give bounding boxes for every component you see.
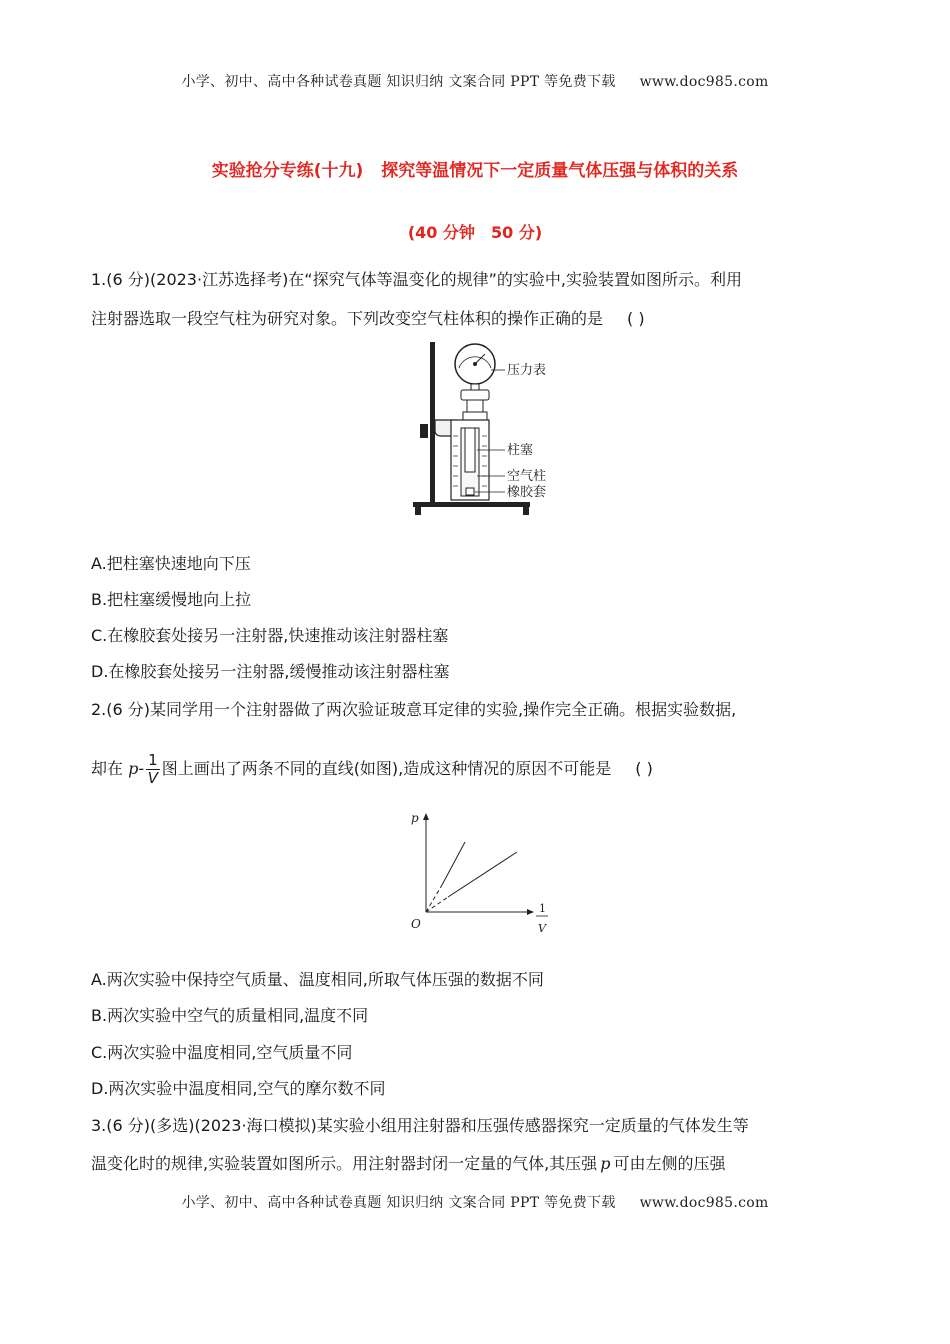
total-score: 50 分)	[491, 223, 543, 242]
q3-stem-line2	[91, 1154, 725, 1174]
q1-option-d: D.在橡胶套处接另一注射器,缓慢推动该注射器柱塞	[91, 662, 450, 681]
q1-stem-text: 注射器选取一段空气柱为研究对象。下列改变空气柱体积的操作正确的是	[91, 309, 604, 328]
page-footer	[0, 1192, 950, 1212]
q3-stem-line1: 3.(6 分)(多选)(2023·海口模拟)某实验小组用注射器和压强传感器探究一定质量的气体发生等	[91, 1116, 749, 1135]
x-axis-label-num: 1	[539, 902, 546, 915]
line-steep	[442, 842, 465, 885]
time-limit: (40 分钟	[407, 223, 475, 242]
page-header	[0, 71, 950, 91]
q1-answer-blank: ( )	[627, 309, 645, 328]
label-gauge: 压力表	[507, 363, 547, 378]
fraction-numerator: 1	[148, 751, 158, 769]
q2-option-b: B.两次实验中空气的质量相同,温度不同	[91, 1006, 369, 1025]
clamp-knob	[420, 424, 428, 438]
label-plunger: 柱塞	[507, 443, 534, 458]
q1-option-b: B.把柱塞缓慢地向上拉	[91, 590, 252, 609]
header-text: 小学、初中、高中各种试卷真题 知识归纳 文案合同 PPT 等免费下载	[181, 74, 616, 90]
p-symbol: p	[128, 759, 139, 778]
q2-answer-blank: ( )	[635, 759, 653, 778]
worksheet-title	[0, 156, 950, 181]
dash: -	[138, 759, 145, 778]
fraction-denominator: V	[147, 769, 159, 787]
stand-base	[413, 502, 530, 507]
title-part2: 探究等温情况下一定质量气体压强与体积的关系	[381, 161, 739, 181]
header-site: www.doc985.com	[639, 74, 769, 90]
q1-stem-line2	[91, 309, 645, 329]
q3-stem-post: 可由左侧的压强	[613, 1154, 726, 1173]
label-rubber-cap: 橡胶套	[507, 485, 547, 500]
y-axis-label: p	[411, 811, 419, 825]
worksheet-subtitle	[0, 220, 950, 243]
origin-label: O	[411, 917, 421, 931]
stand-rod	[430, 342, 435, 507]
footer-text: 小学、初中、高中各种试卷真题 知识归纳 文案合同 PPT 等免费下载	[181, 1195, 616, 1211]
label-air-column: 空气柱	[507, 469, 547, 484]
q3-p-symbol: p	[600, 1154, 611, 1173]
q1-option-c: C.在橡胶套处接另一注射器,快速推动该注射器柱塞	[91, 626, 449, 645]
line-shallow	[448, 852, 517, 897]
q2-option-a: A.两次实验中保持空气质量、温度相同,所取气体压强的数据不同	[91, 970, 544, 989]
q1-apparatus-figure	[405, 340, 565, 520]
q2-stem-line1: 2.(6 分)某同学用一个注射器做了两次验证玻意耳定律的实验,操作完全正确。根据实验数据,	[91, 700, 737, 719]
q1-stem-line1: 1.(6 分)(2023·江苏选择考)在“探究气体等温变化的规律”的实验中,实验装置如图所示。利用	[91, 270, 742, 289]
one-over-v-fraction	[146, 752, 160, 787]
q2-stem-post: 图上画出了两条不同的直线(如图),造成这种情况的原因不可能是	[161, 759, 612, 778]
rubber-cap	[466, 488, 474, 495]
q1-option-a: A.把柱塞快速地向下压	[91, 554, 251, 573]
footer-site: www.doc985.com	[639, 1195, 769, 1211]
x-axis-label-den: V	[538, 922, 546, 935]
title-part1: 实验抢分专练(十九)	[211, 161, 364, 181]
q2-stem-pre: 却在	[91, 759, 124, 778]
plunger	[465, 428, 475, 472]
q2-option-d: D.两次实验中温度相同,空气的摩尔数不同	[91, 1079, 386, 1098]
q3-stem-pre: 温变化时的规律,实验装置如图所示。用注射器封闭一定量的气体,其压强	[91, 1154, 598, 1173]
q2-option-c: C.两次实验中温度相同,空气质量不同	[91, 1043, 353, 1062]
q2-pv-graph	[405, 808, 565, 940]
q2-stem-line2	[91, 752, 653, 787]
